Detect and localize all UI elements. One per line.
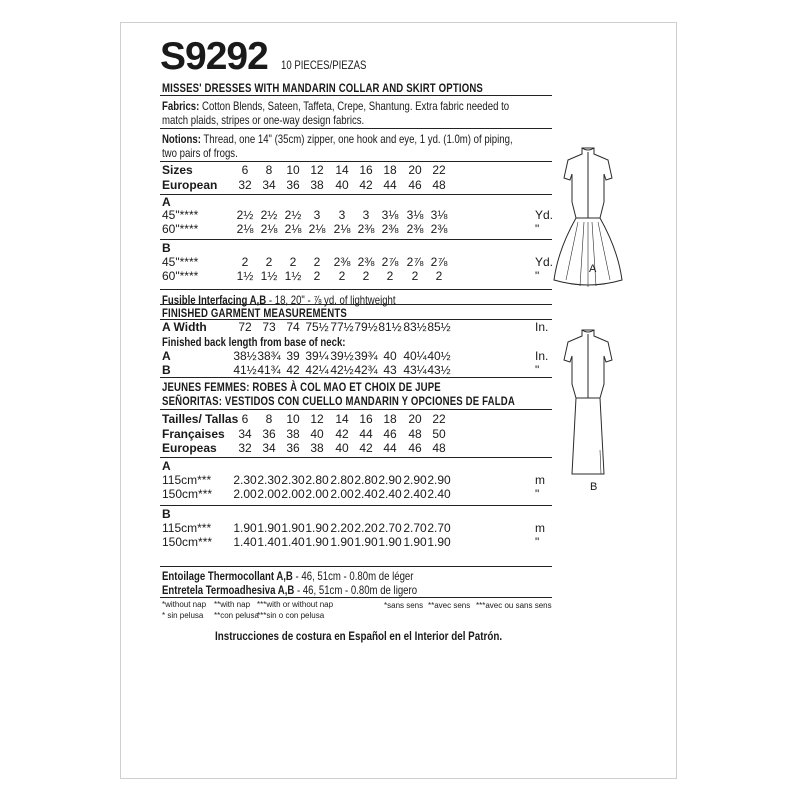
footnote-en-2: **with nap <box>214 600 251 609</box>
yardage-row <box>162 270 552 283</box>
unit-label: m <box>535 521 545 535</box>
notions-line-1: Notions: Thread, one 14" (35cm) zipper, one hook and eye, 1 yd. (1.0m) of piping, <box>162 132 513 146</box>
back-length-row <box>162 350 552 363</box>
table-cell: 40 <box>335 441 349 455</box>
table-cell: 81½ <box>378 320 402 334</box>
row-label: European <box>162 178 218 192</box>
european-row <box>162 179 552 192</box>
table-cell: 46 <box>383 427 397 441</box>
table-cell: 2.90 <box>403 473 427 487</box>
table-cell: 2 <box>289 255 297 269</box>
table-cell: 1½ <box>284 269 302 283</box>
sizes-row <box>162 164 552 177</box>
row-label: B <box>162 241 171 255</box>
table-cell: 1.40 <box>281 535 305 549</box>
table-cell: 1.90 <box>403 535 427 549</box>
table-cell: 2.30 <box>233 473 257 487</box>
row-label: Sizes <box>162 163 193 177</box>
table-cell: 85½ <box>427 320 451 334</box>
table-cell: 38½ <box>233 349 257 363</box>
entoilage-line: Entoilage Thermocollant A,B - 46, 51cm - 0.80m de léger <box>162 569 414 583</box>
table-cell: 44 <box>383 178 397 192</box>
table-cell: 42½ <box>330 363 354 377</box>
table-cell: 2⅞ <box>381 255 399 269</box>
table-cell: 2 <box>241 255 249 269</box>
divider <box>160 128 552 129</box>
table-cell: 20 <box>408 412 422 426</box>
table-cell: 2⅞ <box>430 255 448 269</box>
table-cell: 22 <box>432 163 446 177</box>
row-label: Europeas <box>162 441 217 455</box>
view-b-collar <box>582 330 594 398</box>
table-cell: 1½ <box>260 269 278 283</box>
table-cell: 38 <box>310 178 324 192</box>
table-cell: 44 <box>383 441 397 455</box>
table-cell: 2⅞ <box>406 255 424 269</box>
table-cell: 38 <box>286 427 300 441</box>
table-cell: 42 <box>286 363 300 377</box>
row-label: 60"**** <box>162 222 199 236</box>
unit-label: " <box>535 363 540 377</box>
unit-label: " <box>535 487 540 501</box>
title-english: MISSES' DRESSES WITH MANDARIN COLLAR AND SKIRT OPTIONS <box>162 81 483 95</box>
table-cell: 12 <box>310 163 324 177</box>
unit-label: Yd. <box>535 255 554 269</box>
table-cell: 2.00 <box>257 487 281 501</box>
table-cell: 36 <box>286 441 300 455</box>
footnote-fr-1: *sans sens <box>384 601 424 610</box>
table-cell: 2⅛ <box>333 222 351 236</box>
table-cell: 3⅛ <box>381 208 399 222</box>
table-cell: 2.80 <box>354 473 378 487</box>
divider <box>160 161 552 162</box>
table-cell: 18 <box>383 412 397 426</box>
unit-label: " <box>535 269 540 283</box>
divider <box>160 194 552 195</box>
table-cell: 2.80 <box>330 473 354 487</box>
table-cell: 34 <box>238 427 252 441</box>
row-label: 150cm*** <box>162 487 213 501</box>
table-cell: 43½ <box>427 363 451 377</box>
view-a-collar <box>582 148 594 218</box>
divider <box>160 289 552 290</box>
fabrics-line-2: match plaids, stripes or one-way design fabrics. <box>162 113 365 127</box>
table-cell: 2 <box>265 255 273 269</box>
table-cell: 74 <box>286 320 300 334</box>
table-cell: 40 <box>383 349 397 363</box>
spanish-instructions-note: Instrucciones de costura en Español en el Interior del Patrón. <box>215 629 503 643</box>
footnote-es-2: **con pelusa <box>214 611 259 620</box>
view-a-label: A <box>589 263 597 275</box>
table-cell: 1.90 <box>233 521 257 535</box>
table-cell: 34 <box>262 178 276 192</box>
table-cell: 2.90 <box>378 473 402 487</box>
table-cell: 12 <box>310 412 324 426</box>
table-cell: 6 <box>241 163 249 177</box>
table-cell: 3 <box>338 208 346 222</box>
table-cell: 32 <box>238 178 252 192</box>
row-label: 60"**** <box>162 269 199 283</box>
table-cell: 1.90 <box>257 521 281 535</box>
fabrics-line-1: Fabrics: Cotton Blends, Sateen, Taffeta, Crepe, Shantung. Extra fabric needed to <box>162 99 510 113</box>
row-label: 115cm*** <box>162 521 212 535</box>
table-cell: 2⅛ <box>284 222 302 236</box>
title-spanish: SEÑORITAS: VESTIDOS CON CUELLO MANDARIN Y OPCIONES DE FALDA <box>162 394 515 408</box>
table-cell: 1.90 <box>281 521 305 535</box>
table-cell: 38¾ <box>257 349 281 363</box>
table-cell: 2⅛ <box>308 222 326 236</box>
table-cell: 2.00 <box>305 487 329 501</box>
divider <box>160 457 552 458</box>
table-cell: 39¾ <box>354 349 378 363</box>
row-label: A <box>162 349 171 363</box>
row-label: A <box>162 195 171 209</box>
table-cell: 1.40 <box>257 535 281 549</box>
row-label: 45"**** <box>162 255 199 269</box>
table-cell: 1.90 <box>427 535 451 549</box>
table-cell: 43¼ <box>403 363 427 377</box>
table-cell: 36 <box>262 427 276 441</box>
table-cell: 2.80 <box>305 473 329 487</box>
metric-yardage-row <box>162 522 552 535</box>
table-cell: 8 <box>265 163 273 177</box>
view-b-heading <box>162 508 552 521</box>
table-cell: 2.70 <box>427 521 451 535</box>
table-cell: 2⅜ <box>357 222 375 236</box>
table-cell: 2⅛ <box>260 222 278 236</box>
table-cell: 43 <box>383 363 397 377</box>
table-cell: 42¾ <box>354 363 378 377</box>
europeas-row <box>162 442 552 455</box>
table-cell: 20 <box>408 163 422 177</box>
footnote-es-1: * sin pelusa <box>162 611 204 620</box>
view-a-heading <box>162 460 552 473</box>
table-cell: 48 <box>432 178 446 192</box>
notions-line-2: two pairs of frogs. <box>162 146 238 160</box>
table-cell: 42¼ <box>305 363 329 377</box>
footnote-fr-3: ***avec ou sans sens <box>476 601 552 610</box>
table-cell: 77½ <box>330 320 354 334</box>
row-label: B <box>162 363 171 377</box>
table-cell: 2 <box>362 269 370 283</box>
finished-heading: FINISHED GARMENT MEASUREMENTS <box>162 306 347 320</box>
divider <box>160 304 552 305</box>
view-b-label: B <box>590 481 598 493</box>
unit-label: " <box>535 222 540 236</box>
table-cell: 1.40 <box>233 535 257 549</box>
row-label: B <box>162 507 171 521</box>
table-cell: 2½ <box>284 208 302 222</box>
footnote-en-1: *without nap <box>162 600 207 609</box>
footnote-en-3: ***with or without nap <box>257 600 334 609</box>
table-cell: 2.00 <box>330 487 354 501</box>
metric-yardage-row <box>162 474 552 487</box>
row-label: Françaises <box>162 427 225 441</box>
table-cell: 46 <box>408 441 422 455</box>
table-cell: 2.40 <box>427 487 451 501</box>
table-cell: 40 <box>335 178 349 192</box>
table-cell: 2½ <box>236 208 254 222</box>
unit-label: Yd. <box>535 208 554 222</box>
table-cell: 2 <box>411 269 419 283</box>
table-cell: 2 <box>313 269 321 283</box>
yardage-row <box>162 223 552 236</box>
table-cell: 39½ <box>330 349 354 363</box>
table-cell: 10 <box>286 412 300 426</box>
view-a-heading <box>162 196 552 209</box>
table-cell: 8 <box>265 412 273 426</box>
table-cell: 2.00 <box>281 487 305 501</box>
table-cell: 40 <box>310 427 324 441</box>
unit-label: m <box>535 473 545 487</box>
table-cell: 3 <box>362 208 370 222</box>
row-label: 45"**** <box>162 208 199 222</box>
table-cell: 48 <box>408 427 422 441</box>
table-cell: 41¾ <box>257 363 281 377</box>
view-b-heading <box>162 242 552 255</box>
table-cell: 39¼ <box>305 349 329 363</box>
row-label: 115cm*** <box>162 473 212 487</box>
table-cell: 2.40 <box>378 487 402 501</box>
table-cell: 10 <box>286 163 300 177</box>
table-cell: 1.90 <box>354 535 378 549</box>
title-french: JEUNES FEMMES: ROBES À COL MAO ET CHOIX DE JUPE <box>162 380 441 394</box>
table-cell: 40½ <box>427 349 451 363</box>
table-cell: 73 <box>262 320 276 334</box>
metric-yardage-row <box>162 488 552 501</box>
table-cell: 34 <box>262 441 276 455</box>
table-cell: 2½ <box>260 208 278 222</box>
table-cell: 48 <box>432 441 446 455</box>
table-cell: 2.70 <box>403 521 427 535</box>
table-cell: 2.30 <box>257 473 281 487</box>
table-cell: 16 <box>359 412 373 426</box>
divider <box>160 505 552 506</box>
francaises-row <box>162 428 552 441</box>
unit-label: " <box>535 535 540 549</box>
table-cell: 2.40 <box>354 487 378 501</box>
table-cell: 2 <box>313 255 321 269</box>
table-cell: 1.90 <box>305 535 329 549</box>
table-cell: 39 <box>286 349 300 363</box>
table-cell: 3⅛ <box>406 208 424 222</box>
back-length-label: Finished back length from base of neck: <box>162 335 346 349</box>
row-label: Tailles/ Tallas <box>162 412 239 426</box>
table-cell: 2⅜ <box>406 222 424 236</box>
tailles-row <box>162 413 552 426</box>
table-cell: 32 <box>238 441 252 455</box>
table-cell: 2⅜ <box>357 255 375 269</box>
table-cell: 2.30 <box>281 473 305 487</box>
table-cell: 83½ <box>403 320 427 334</box>
table-cell: 22 <box>432 412 446 426</box>
table-cell: 36 <box>286 178 300 192</box>
divider <box>160 597 552 598</box>
table-cell: 1.90 <box>378 535 402 549</box>
view-a-skirt-folds <box>566 222 610 287</box>
divider <box>160 239 552 240</box>
table-cell: 1.90 <box>330 535 354 549</box>
table-cell: 1½ <box>236 269 254 283</box>
table-cell: 2.40 <box>403 487 427 501</box>
table-cell: 2.90 <box>427 473 451 487</box>
table-cell: 2 <box>338 269 346 283</box>
table-cell: 3⅛ <box>430 208 448 222</box>
table-cell: 18 <box>383 163 397 177</box>
entretela-line: Entretela Termoadhesiva A,B - 46, 51cm - 0.80m de ligero <box>162 583 418 597</box>
unit-label: In. <box>535 320 549 334</box>
footnote-es-3: ***sin o con pelusa <box>257 611 325 620</box>
table-cell: 2.20 <box>330 521 354 535</box>
back-length-row <box>162 364 552 377</box>
divider <box>160 95 552 96</box>
view-b-slit <box>600 450 601 474</box>
divider <box>160 566 552 567</box>
table-cell: 2.20 <box>354 521 378 535</box>
table-cell: 75½ <box>305 320 329 334</box>
metric-yardage-row <box>162 536 552 549</box>
table-cell: 79½ <box>354 320 378 334</box>
table-cell: 72 <box>238 320 252 334</box>
table-cell: 14 <box>335 163 349 177</box>
pieces-count: 10 PIECES/PIEZAS <box>281 58 367 72</box>
table-cell: 2.70 <box>378 521 402 535</box>
table-cell: 1.90 <box>305 521 329 535</box>
table-cell: 3 <box>313 208 321 222</box>
table-cell: 50 <box>432 427 446 441</box>
table-cell: 2⅜ <box>333 255 351 269</box>
table-cell: 46 <box>408 178 422 192</box>
row-label: A <box>162 459 171 473</box>
divider <box>160 377 552 378</box>
yardage-row <box>162 209 552 222</box>
pattern-number: S9292 <box>160 35 268 78</box>
table-cell: 42 <box>359 441 373 455</box>
table-cell: 16 <box>359 163 373 177</box>
table-cell: 2 <box>435 269 443 283</box>
view-b-skirt <box>572 398 604 474</box>
a-width-row <box>162 321 552 334</box>
view-b-illustration <box>548 320 628 480</box>
divider <box>160 409 552 410</box>
interfacing-line: Fusible Interfacing A,B - 18, 20" - ⅞ yd. of lightweight <box>162 293 396 307</box>
table-cell: 2⅜ <box>430 222 448 236</box>
table-cell: 2⅜ <box>381 222 399 236</box>
table-cell: 2.00 <box>233 487 257 501</box>
footnote-fr-2: **avec sens <box>428 601 471 610</box>
table-cell: 14 <box>335 412 349 426</box>
table-cell: 40¼ <box>403 349 427 363</box>
table-cell: 42 <box>335 427 349 441</box>
table-cell: 42 <box>359 178 373 192</box>
row-label: 150cm*** <box>162 535 213 549</box>
table-cell: 2 <box>386 269 394 283</box>
yardage-row <box>162 256 552 269</box>
table-cell: 6 <box>241 412 249 426</box>
table-cell: 44 <box>359 427 373 441</box>
unit-label: In. <box>535 349 549 363</box>
table-cell: 41½ <box>233 363 257 377</box>
table-cell: 38 <box>310 441 324 455</box>
row-label: A Width <box>162 320 207 334</box>
table-cell: 2⅛ <box>236 222 254 236</box>
